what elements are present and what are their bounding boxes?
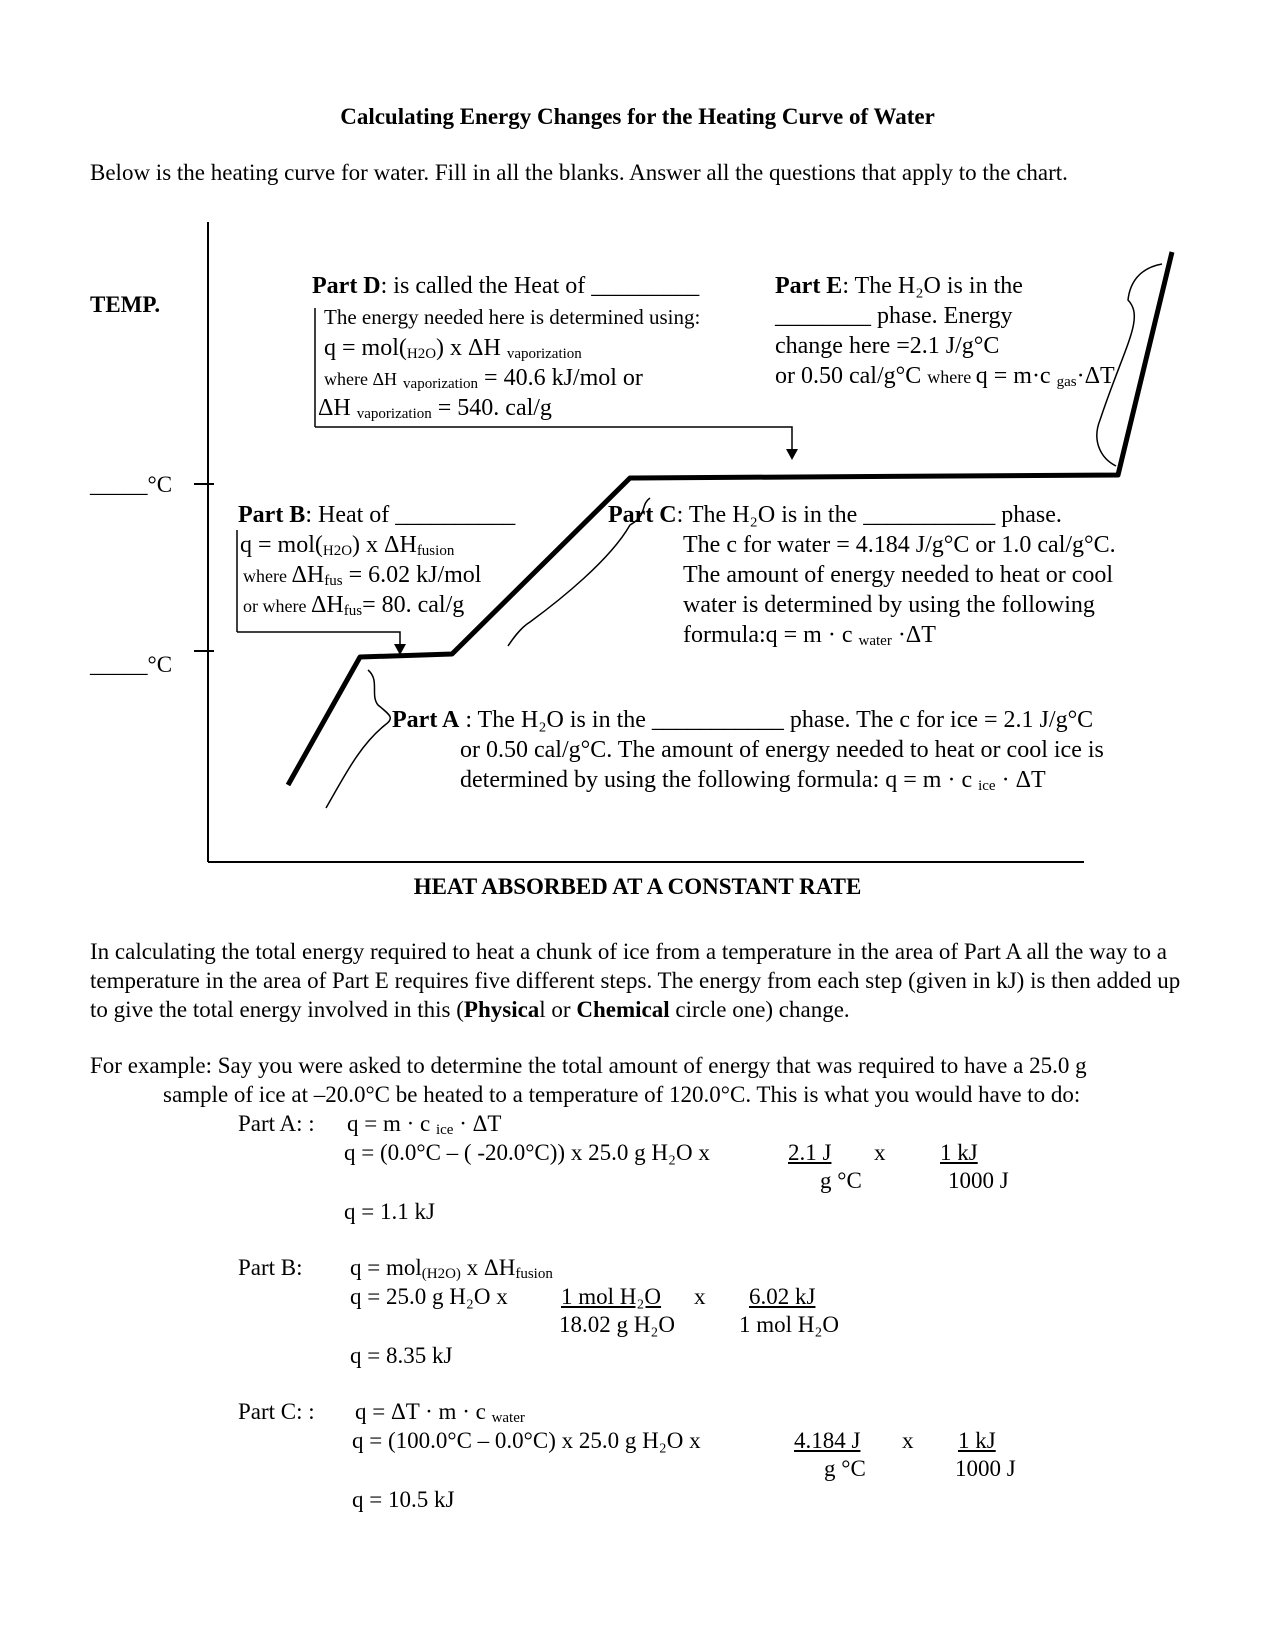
partB-line4: or where $\Delta H_{fus}= 80$. cal/g — [243, 592, 465, 619]
workA-times: x — [874, 1140, 886, 1165]
intro-text: Below is the heating curve for water. Fill in all the blanks. Answer all the questions that apply to the chart. — [90, 160, 1068, 185]
partE-line3: change here =2.1 J/g°C — [775, 333, 1000, 359]
partA-line1: Part A : The H₂O is in the ___________ phase. The c for ice = 2.1 J/g°C — [392, 707, 1094, 733]
workB-result: q = 8.35 kJ — [350, 1343, 453, 1368]
partD-line1: Part D: is called the Heat of _________ — [312, 273, 700, 299]
workA-num1: 2.1 J — [788, 1140, 832, 1165]
partD-line4: where ΔH $_{vaporization}$ = 40.6 kJ/mol or — [324, 365, 643, 392]
partB-line2: $q = mol(_{H2O})$ x $\Delta H_{fusion}$ — [240, 532, 455, 559]
workA-den1: g °C — [820, 1168, 862, 1193]
workA-num2: 1 kJ — [940, 1140, 978, 1165]
partC-line2: The c for water = 4.184 J/g°C or 1.0 cal/g°C. — [683, 532, 1116, 558]
workC-times: x — [902, 1428, 914, 1453]
workB-times: x — [694, 1284, 706, 1309]
partE-line1: Part E: The H₂O is in the — [775, 273, 1023, 299]
workA-label: Part A: : — [238, 1111, 315, 1136]
workC-den1: g °C — [824, 1456, 866, 1481]
blank-temp-lower: _____°C — [90, 652, 173, 677]
example-line2: sample of ice at –20.0°C be heated to a temperature of 120.0°C. This is what you would have to do: — [163, 1082, 1081, 1107]
x-axis-label: HEAT ABSORBED AT A CONSTANT RATE — [413, 874, 862, 899]
workA-eq2: q = (0.0°C – ( -20.0°C)) x 25.0 g H₂O x — [344, 1140, 710, 1165]
workA-eq1: q = m · c $_{ice}$ · ΔT — [347, 1111, 502, 1138]
workB-den1: 18.02 g H₂O — [559, 1312, 675, 1337]
explanation-paragraph: In calculating the total energy required to heat a chunk of ice from a temperature in the area of Part A all the way to a temperature in the area of Part E requires five different steps. The energy from each step (given in kJ) is then added up to give the total energy involved in this (Physical or Chemical circle one) change. — [90, 939, 1181, 1022]
workB-den2: 1 mol H₂O — [739, 1312, 840, 1337]
partA-brace — [326, 670, 390, 808]
partA-line3: determined by using the following formula: q = m · c $_{ice}$ · ΔT — [460, 767, 1046, 794]
partC-line4: water is determined by using the following — [683, 592, 1095, 618]
y-axis-label: TEMP. — [90, 292, 161, 317]
partE-line4: or 0.50 cal/g°C where q = m·c $_{gas}$·ΔT — [775, 363, 1115, 390]
partC-line5: formula:q = m · c $_{water}$ ·ΔT — [683, 622, 936, 649]
blank-temp-upper: _____°C — [90, 472, 173, 497]
partB-arrow-line — [237, 632, 400, 645]
partA-line2: or 0.50 cal/g°C. The amount of energy needed to heat or cool ice is — [460, 737, 1104, 763]
partB-line3: where $\Delta H_{fus} = 6.02$ kJ/mol — [243, 562, 482, 589]
workA-result: q = 1.1 kJ — [344, 1199, 435, 1224]
workC-result: q = 10.5 kJ — [352, 1487, 455, 1512]
partD-line3: $q = mol(_{H2O})$ x ΔH $_{vaporization}$ — [324, 335, 582, 362]
workC-den2: 1000 J — [955, 1456, 1016, 1481]
workC-label: Part C: : — [238, 1399, 315, 1424]
partC-line1: Part C: The H₂O is in the ___________ phase. — [608, 502, 1062, 528]
workB-num2: 6.02 kJ — [749, 1284, 816, 1309]
partC-line3: The amount of energy needed to heat or cool — [683, 562, 1114, 588]
workB-num1: 1 mol H₂O — [561, 1284, 662, 1309]
workB-label: Part B: — [238, 1255, 303, 1280]
example-line1: For example: Say you were asked to determine the total amount of energy that was required to have a 25.0 g — [90, 1053, 1087, 1078]
partE-line2: ________ phase. Energy — [775, 303, 1013, 329]
partD-arrow-head — [786, 449, 798, 460]
partD-head: Part D — [312, 273, 381, 299]
page-title: Calculating Energy Changes for the Heating Curve of Water — [340, 104, 935, 129]
partD-line2: The energy needed here is determined using: — [324, 305, 701, 329]
workB-eq1: q = mol$_{(H2O)}$ x $\Delta H_{fusion}$ — [350, 1255, 553, 1282]
workA-den2: 1000 J — [948, 1168, 1009, 1193]
workC-num1: 4.184 J — [794, 1428, 861, 1453]
workC-num2: 1 kJ — [958, 1428, 996, 1453]
workB-eq2: q = 25.0 g H₂O x — [350, 1284, 508, 1309]
partB-line1: Part B: Heat of __________ — [238, 502, 516, 528]
workC-eq1: q = ΔT · m · c $_{water}$ — [355, 1399, 525, 1426]
partD-line5: ΔH $_{vaporization}$ = 540. cal/g — [318, 395, 552, 422]
partD-arrow-line — [315, 427, 792, 450]
workC-eq2: q = (100.0°C – 0.0°C) x 25.0 g H₂O x — [352, 1428, 701, 1453]
